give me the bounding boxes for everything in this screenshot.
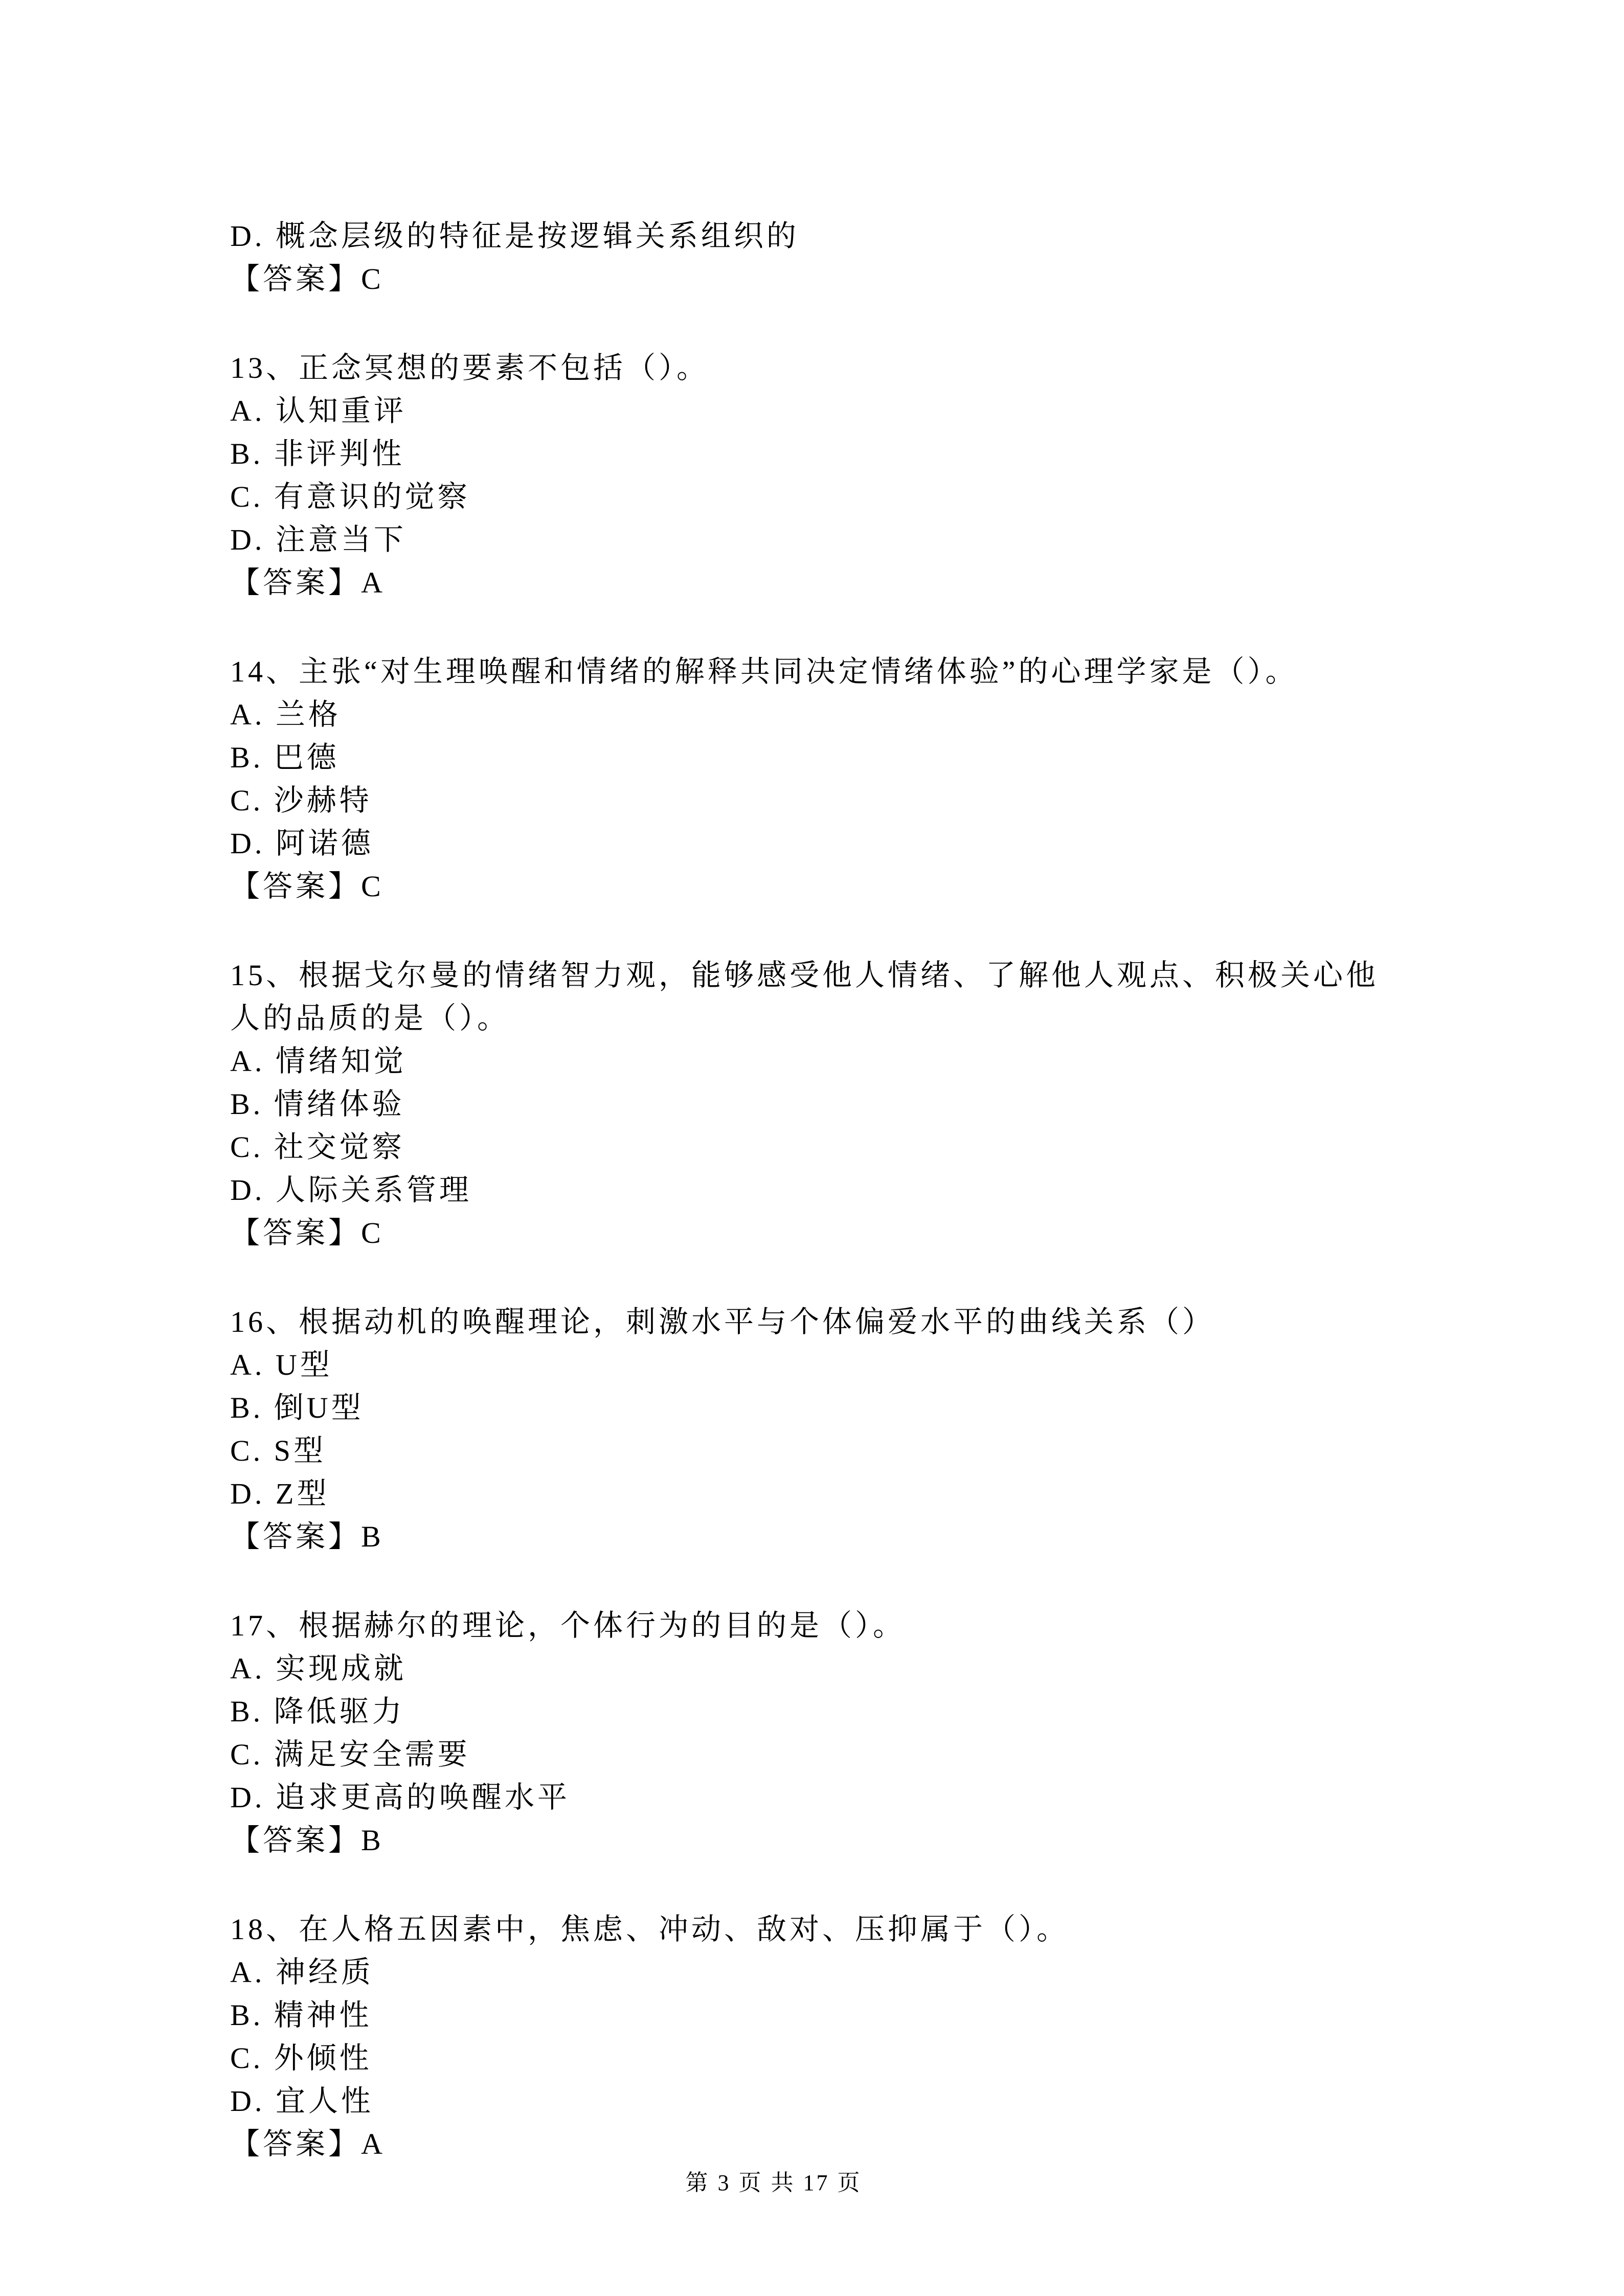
page-footer: 第 3 页 共 17 页 xyxy=(685,2170,862,2195)
question-17-answer: 【答案】B xyxy=(230,1824,384,1857)
question-18-option-c: C. 外倾性 xyxy=(230,2041,372,2075)
question-12-option-d: D. 概念层级的特征是按逻辑关系组织的 xyxy=(230,219,799,253)
question-17-option-a: A. 实现成就 xyxy=(230,1652,407,1685)
question-17-stem: 17、根据赫尔的理论，个体行为的目的是（）。 xyxy=(230,1609,906,1642)
page-content xyxy=(230,215,1396,2166)
question-12-answer: 【答案】C xyxy=(230,262,384,295)
question-17 xyxy=(230,1604,1396,1862)
question-15-option-c: C. 社交觉察 xyxy=(230,1130,405,1164)
question-18-option-a: A. 神经质 xyxy=(230,1956,374,1989)
question-13-option-d: D. 注意当下 xyxy=(230,523,407,556)
question-12-continuation xyxy=(230,215,1396,301)
question-13-option-c: C. 有意识的觉察 xyxy=(230,480,470,513)
question-17-option-b: B. 降低驱力 xyxy=(230,1695,405,1728)
question-16-option-d: D. Z型 xyxy=(230,1477,330,1510)
question-15-answer: 【答案】C xyxy=(230,1216,384,1249)
question-18-answer: 【答案】A xyxy=(230,2127,386,2161)
question-14 xyxy=(230,650,1396,908)
question-13-option-a: A. 认知重评 xyxy=(230,394,407,427)
question-18 xyxy=(230,1908,1396,2166)
question-18-option-b: B. 精神性 xyxy=(230,1998,372,2032)
question-15-option-a: A. 情绪知觉 xyxy=(230,1044,407,1078)
question-13 xyxy=(230,347,1396,604)
question-15-option-d: D. 人际关系管理 xyxy=(230,1173,472,1207)
question-14-option-b: B. 巴德 xyxy=(230,741,340,774)
question-13-option-b: B. 非评判性 xyxy=(230,437,405,470)
question-18-stem: 18、在人格五因素中，焦虑、冲动、敌对、压抑属于（）。 xyxy=(230,1913,1070,1946)
question-14-option-c: C. 沙赫特 xyxy=(230,784,372,817)
question-17-option-d: D. 追求更高的唤醒水平 xyxy=(230,1781,570,1814)
question-16-option-b: B. 倒U型 xyxy=(230,1391,364,1424)
question-14-stem: 14、主张“对生理唤醒和情绪的解释共同决定情绪体验”的心理学家是（）。 xyxy=(230,655,1298,688)
question-17-option-c: C. 满足安全需要 xyxy=(230,1738,470,1771)
question-15-stem: 15、根据戈尔曼的情绪智力观，能够感受他人情绪、了解他人观点、积极关心他人的品质的是（）。 xyxy=(230,959,1379,1035)
question-16 xyxy=(230,1301,1396,1558)
question-16-answer: 【答案】B xyxy=(230,1520,384,1553)
question-16-stem: 16、根据动机的唤醒理论，刺激水平与个体偏爱水平的曲线关系（） xyxy=(230,1305,1215,1338)
question-14-option-a: A. 兰格 xyxy=(230,698,341,731)
question-15 xyxy=(230,954,1396,1255)
question-16-option-a: A. U型 xyxy=(230,1348,333,1381)
question-13-answer: 【答案】A xyxy=(230,566,386,599)
question-15-option-b: B. 情绪体验 xyxy=(230,1087,405,1121)
question-13-stem: 13、正念冥想的要素不包括（）。 xyxy=(230,351,710,384)
question-14-option-d: D. 阿诺德 xyxy=(230,827,374,860)
question-14-answer: 【答案】C xyxy=(230,870,384,903)
question-16-option-c: C. S型 xyxy=(230,1434,326,1467)
question-18-option-d: D. 宜人性 xyxy=(230,2084,374,2118)
